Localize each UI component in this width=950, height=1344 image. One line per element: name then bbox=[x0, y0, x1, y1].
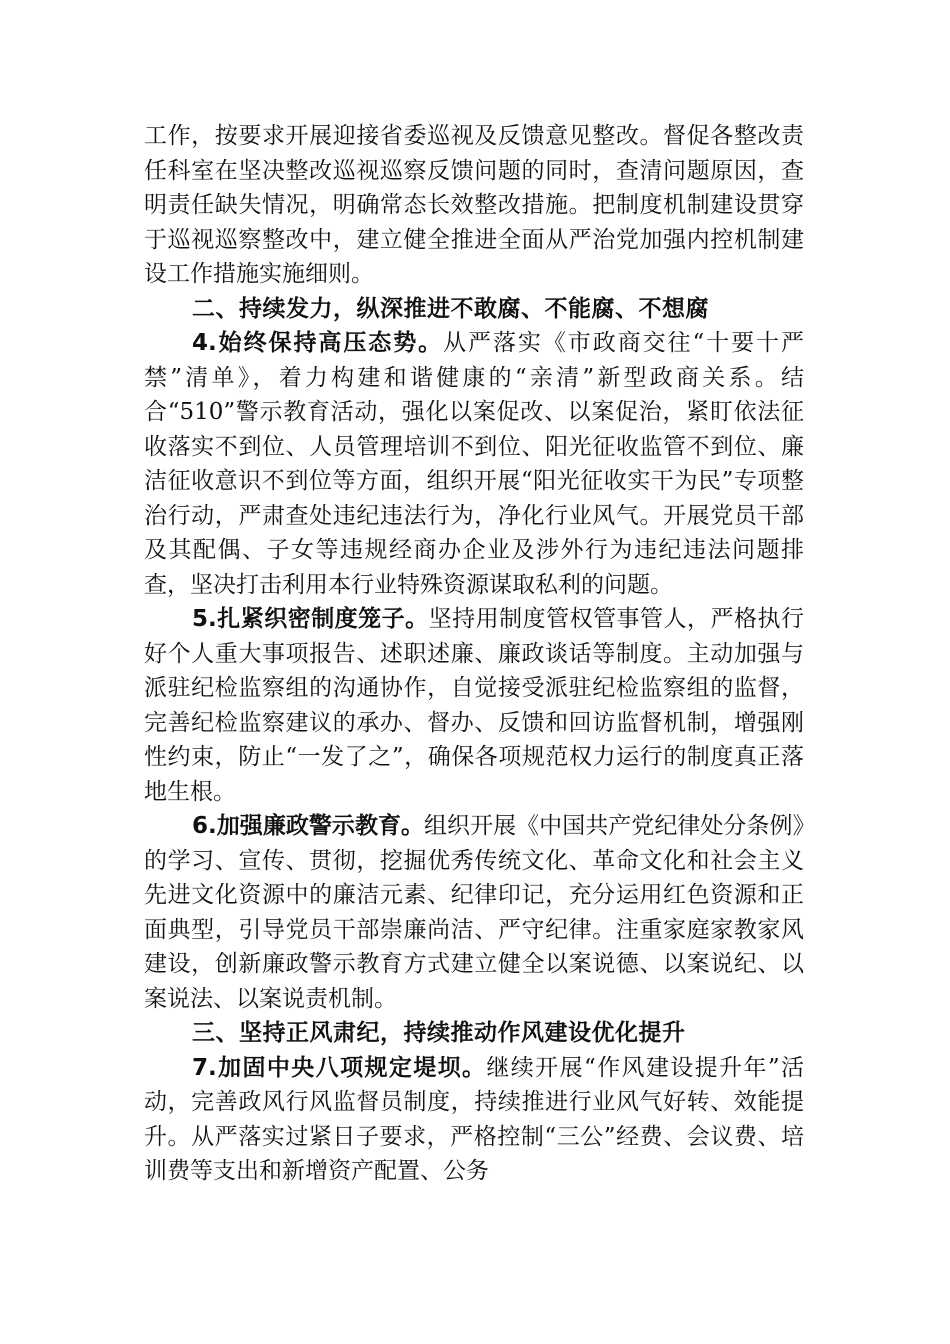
paragraph-inspection-rectification: 工作，按要求开展迎接省委巡视及反馈意见整改。督促各整改责任科室在坚决整改巡视巡察反馈问题的同时，查清问题原因，查明责任缺失情况，明确常态长效整改措施。把制度机制建设贯穿于巡视巡察整改中，建立健全推进全面从严治党加强内控机制建设工作措施实施细则。 bbox=[144, 123, 804, 287]
item-6-title: 6.加强廉政警示教育。 bbox=[192, 813, 425, 839]
item-4-title: 4.始终保持高压态势。 bbox=[192, 330, 444, 356]
item-4-body: 从严落实《市政商交往“十要十严禁”清单》，着力构建和谐健康的“亲清”新型政商关系。结合“510”警示教育活动，强化以案促改、以案促治，紧盯依法征收落实不到位、人员管理培训不到位、阳光征收监管不到位、廉洁征收意识不到位等方面，组织开展“阳光征收实干为民”专项整治行动，严肃查处违纪违法行为，净化行业风气。开展党员干部及其配偶、子女等违规经商办企业及涉外行为违纪违法问题排查，坚决打击利用本行业特殊资源谋取私利的问题。 bbox=[144, 330, 804, 598]
paragraph-item-7 bbox=[144, 1051, 804, 1189]
paragraph-item-4 bbox=[144, 326, 804, 602]
section-heading-3: 三、坚持正风肃纪，持续推动作风建设优化提升 bbox=[192, 1020, 686, 1046]
document-page bbox=[144, 119, 804, 1189]
item-7-title: 7.加固中央八项规定堤坝。 bbox=[192, 1054, 487, 1081]
section-heading-2: 二、持续发力，纵深推进不敢腐、不能腐、不想腐 bbox=[192, 295, 709, 322]
paragraph-item-5 bbox=[144, 602, 804, 809]
paragraph-item-6 bbox=[144, 809, 804, 1016]
item-5-body: 坚持用制度管权管事管人，严格执行好个人重大事项报告、述职述廉、廉政谈话等制度。主动加强与派驻纪检监察组的沟通协作，自觉接受派驻纪检监察组的监督，完善纪检监察建议的承办、督办、反馈和回访监督机制，增强刚性约束，防止“一发了之”，确保各项规范权力运行的制度真正落地生根。 bbox=[144, 606, 804, 805]
item-5-title: 5.扎紧织密制度笼子。 bbox=[192, 606, 429, 632]
item-6-body: 组织开展《中国共产党纪律处分条例》的学习、宣传、贯彻，挖掘优秀传统文化、革命文化和社会主义先进文化资源中的廉洁元素、纪律印记，充分运用红色资源和正面典型，引导党员干部崇廉尚洁、严守纪律。注重家庭家教家风建设，创新廉政警示教育方式建立健全以案说德、以案说纪、以案说法、以案说责机制。 bbox=[144, 813, 804, 1012]
item-7-body: 继续开展“作风建设提升年”活动，完善政风行风监督员制度，持续推进行业风气好转、效能提升。从严落实过紧日子要求，严格控制“三公”经费、会议费、培训费等支出和新增资产配置、公务 bbox=[144, 1054, 804, 1184]
